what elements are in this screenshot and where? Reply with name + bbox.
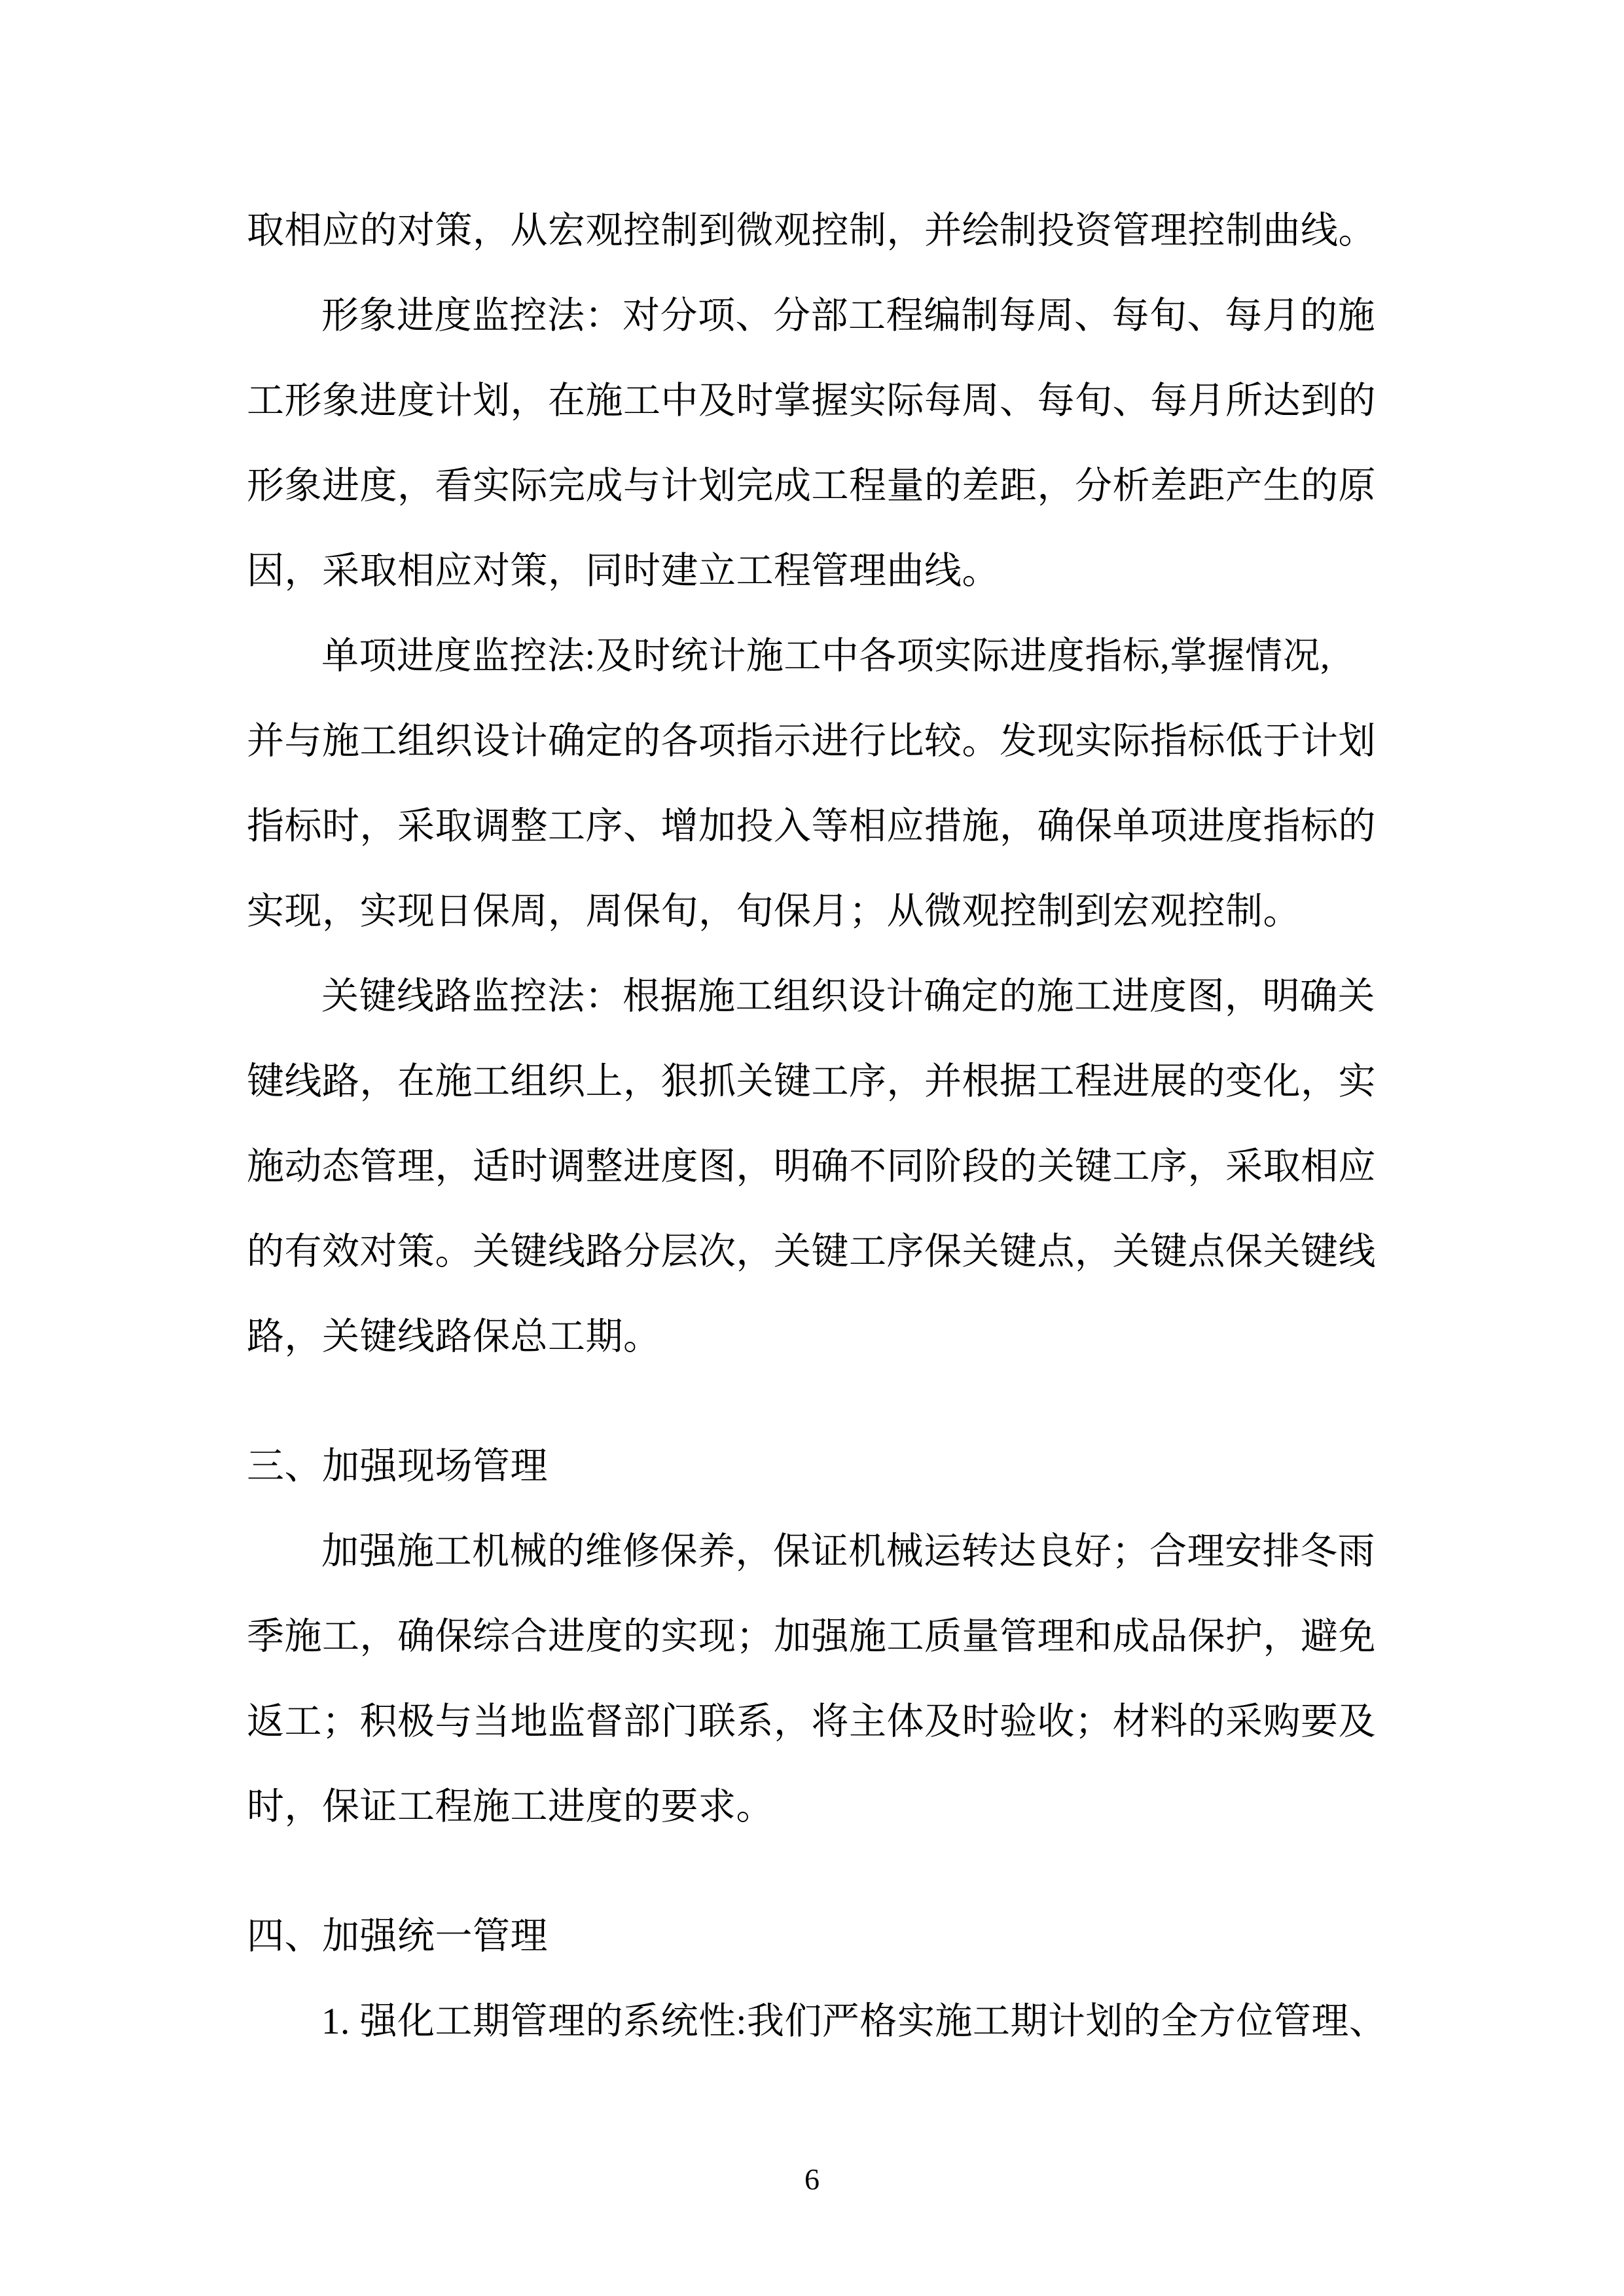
- text-line: 单项进度监控法:及时统计施工中各项实际进度指标,掌握情况,: [321, 636, 1330, 677]
- text-line: 因，采取相应对策，同时建立工程管理曲线。: [247, 550, 1000, 592]
- document-content: [247, 188, 1387, 2064]
- section-heading-4: 四、加强统一管理: [247, 1916, 548, 1957]
- text-line: 键线路，在施工组织上，狠抓关键工序，并根据工程进展的变化，实: [247, 1061, 1376, 1102]
- text-line: 形象进度，看实际完成与计划完成工程量的差距，分析差距产生的原: [247, 465, 1376, 507]
- text-line: 施动态管理，适时调整进度图，明确不同阶段的关键工序，采取相应: [247, 1146, 1376, 1187]
- text-line: 取相应的对策，从宏观控制到微观控制，并绘制投资管理控制曲线。: [247, 210, 1376, 251]
- text-line: 形象进度监控法：对分项、分部工程编制每周、每旬、每月的施: [321, 295, 1375, 336]
- text-line: 并与施工组织设计确定的各项指示进行比较。发现实际指标低于计划: [247, 721, 1376, 762]
- text-line: 路，关键线路保总工期。: [247, 1316, 661, 1357]
- text-line: 返工；积极与当地监督部门联系，将主体及时验收；材料的采购要及: [247, 1701, 1376, 1742]
- text-line: 实现，实现日保周，周保旬，旬保月；从微观控制到宏观控制。: [247, 891, 1301, 932]
- text-line: 加强施工机械的维修保养，保证机械运转达良好；合理安排冬雨: [321, 1531, 1375, 1572]
- text-line: 季施工，确保综合进度的实现；加强施工质量管理和成品保护，避免: [247, 1616, 1376, 1657]
- numbered-item-line: 1. 强化工期管理的系统性:我们严格实施工期计划的全方位管理、: [321, 2001, 1387, 2042]
- text-line: 的有效对策。关键线路分层次，关键工序保关键点，关键点保关键线: [247, 1231, 1376, 1272]
- text-line: 时，保证工程施工进度的要求。: [247, 1786, 774, 1827]
- text-line: 关键线路监控法：根据施工组织设计确定的施工进度图，明确关: [321, 976, 1375, 1017]
- section-heading-3: 三、加强现场管理: [247, 1446, 548, 1487]
- text-line: 指标时，采取调整工序、增加投入等相应措施，确保单项进度指标的: [247, 806, 1376, 847]
- page-number: 6: [804, 2162, 820, 2196]
- text-line: 工形象进度计划，在施工中及时掌握实际每周、每旬、每月所达到的: [247, 380, 1376, 422]
